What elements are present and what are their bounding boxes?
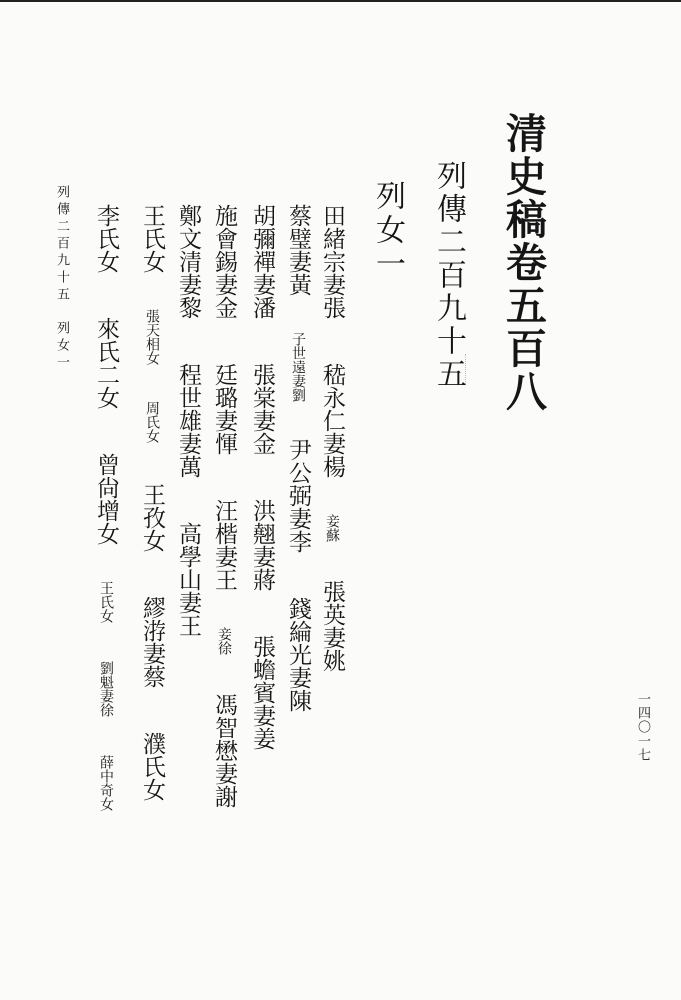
name-column-1 (320, 204, 343, 672)
name-entry: 尹公弼妻李 (285, 438, 311, 553)
name-entry: 嵇永仁妻楊 (319, 363, 345, 478)
name-entry: 錢綸光妻陳 (285, 597, 311, 712)
name-entry: 張棠妻金 (249, 363, 275, 455)
volume-title: 清史稿卷五百八 (499, 112, 547, 413)
name-column-2 (286, 204, 309, 712)
name-note: 劉魁妻徐 (98, 661, 114, 717)
name-note: 周氏女 (144, 401, 160, 443)
name-note: 妾蘇 (324, 514, 340, 542)
running-footer: 列傳二百九十五 列女一 (54, 185, 69, 372)
name-column-5 (176, 204, 199, 637)
page-number: 一四〇一七 (635, 692, 650, 762)
name-entry: 李氏女 (93, 204, 119, 273)
name-note: 子世遠妻劉 (290, 332, 306, 402)
name-entry: 鄭文清妻黎 (175, 204, 201, 319)
name-entry: 濮氏女 (139, 732, 165, 801)
name-column-6 (140, 204, 163, 801)
name-entry: 蔡璧妻黃 (285, 204, 311, 296)
section-title: 列傳二百九十五 (431, 160, 466, 391)
name-note: 薛中奇女 (98, 755, 114, 811)
name-entry: 馮智懋妻謝 (211, 693, 237, 808)
name-note: 張天相女 (144, 309, 160, 365)
name-entry: 程世雄妻萬 (175, 363, 201, 478)
chapter-heading: 列女一 (370, 180, 405, 282)
faint-rule (465, 354, 467, 384)
name-note: 王氏女 (98, 581, 114, 623)
name-entry: 汪楷妻王 (211, 499, 237, 591)
name-column-7 (94, 204, 117, 811)
name-entry: 張蟾賓妻姜 (249, 635, 275, 750)
name-entry: 繆㳺妻蔡 (139, 596, 165, 688)
name-entry: 張英妻姚 (319, 580, 345, 672)
name-entry: 胡彌禪妻潘 (249, 204, 275, 319)
name-entry: 廷璐妻惲 (211, 363, 237, 455)
name-entry: 高學山妻王 (175, 522, 201, 637)
name-entry: 施會錫妻金 (211, 204, 237, 319)
name-entry: 來氏二女 (93, 317, 119, 409)
name-column-4 (212, 204, 235, 808)
name-entry: 王氏女 (139, 204, 165, 273)
name-entry: 洪翹妻蔣 (249, 499, 275, 591)
name-entry: 曾尙增女 (93, 453, 119, 545)
name-entry: 田緒宗妻張 (319, 204, 345, 319)
name-entry: 王孜女 (139, 483, 165, 552)
name-note: 妾徐 (216, 627, 232, 655)
name-column-3 (250, 204, 273, 750)
